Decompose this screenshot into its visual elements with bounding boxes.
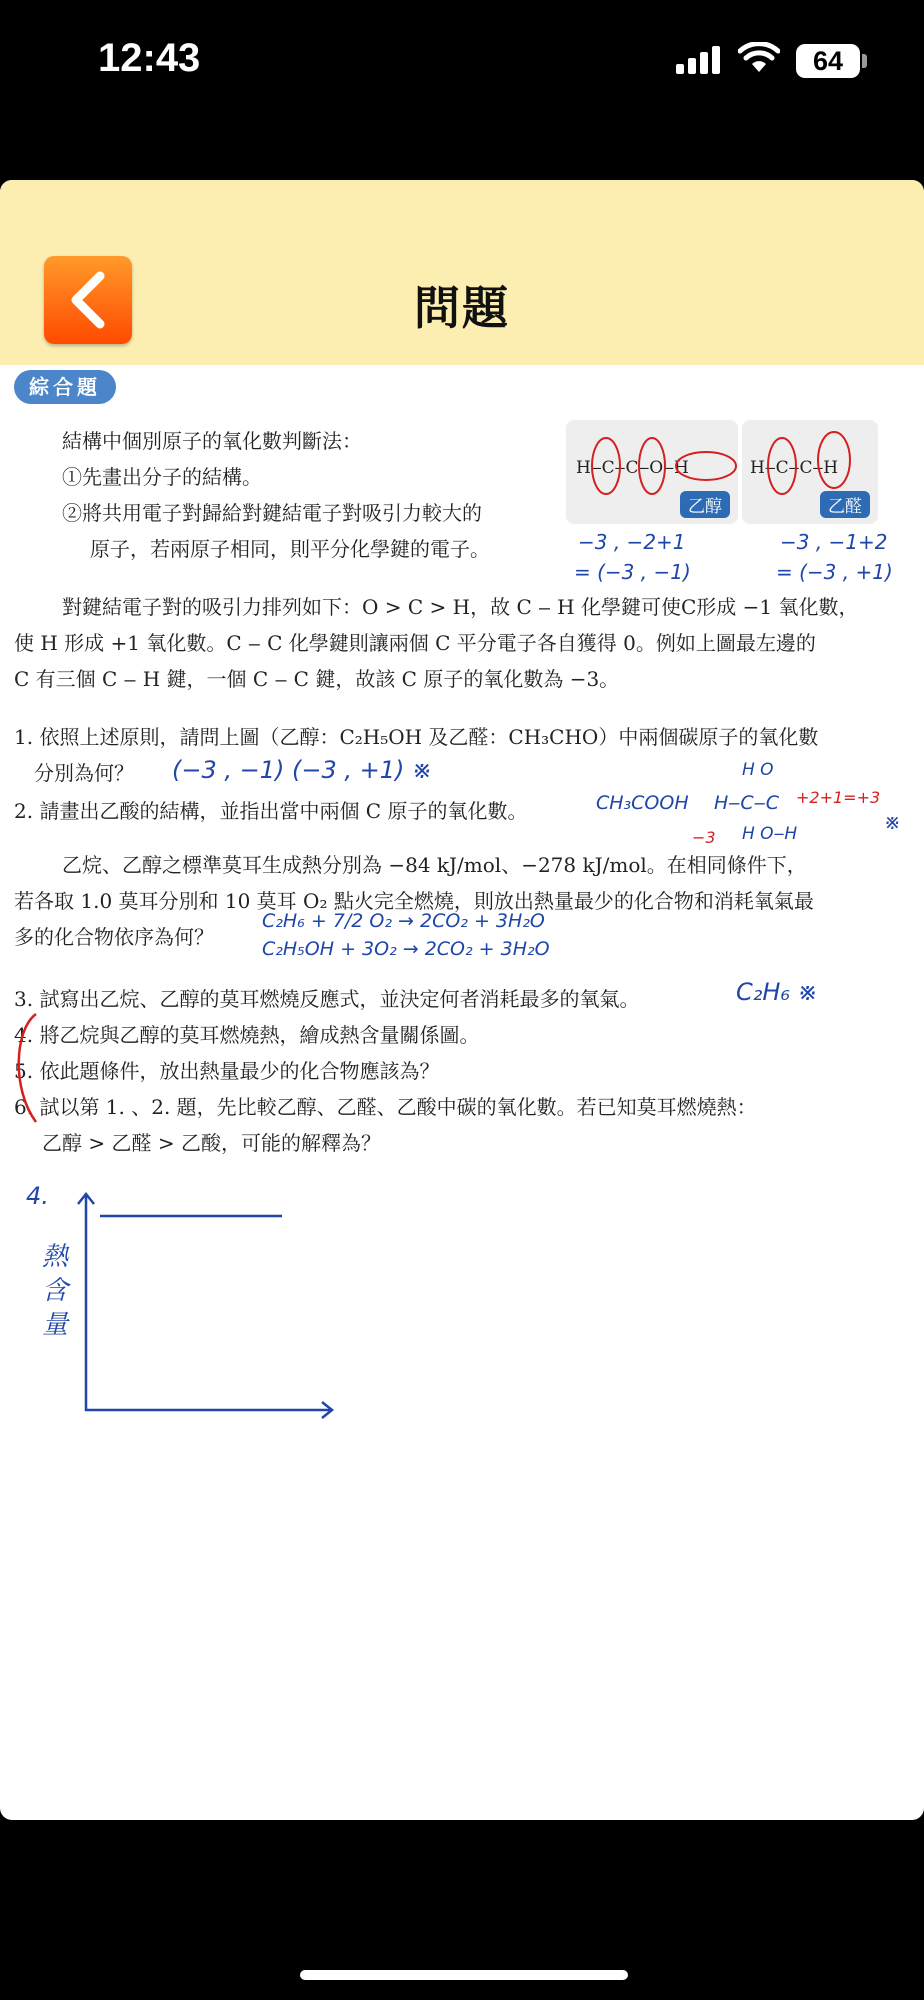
handwritten-acetic-top: H O bbox=[742, 760, 774, 780]
ethanal-badge: 乙醛 bbox=[820, 491, 870, 518]
intro-line-3: ②將共用電子對歸給對鍵結電子對吸引力較大的 bbox=[62, 501, 482, 525]
handwritten-reaction-2: C₂H₅OH + 3O₂ → 2CO₂ + 3H₂O bbox=[262, 938, 550, 960]
handwritten-energy-graph bbox=[70, 1190, 350, 1420]
question-1-line-2: 分別為何？ bbox=[34, 761, 134, 785]
wifi-icon bbox=[738, 42, 780, 74]
question-6-line-2: 乙醇 > 乙醛 > 乙酸，可能的解釋為？ bbox=[42, 1131, 381, 1155]
header-bar bbox=[0, 180, 924, 365]
ethanol-structure bbox=[566, 420, 738, 524]
handwritten-answer-1: (−3 , −1) (−3 , +1) ※ bbox=[172, 756, 433, 784]
question-2: 2. 請畫出乙酸的結構，並指出當中兩個 C 原子的氧化數。 bbox=[14, 799, 528, 823]
handwritten-acetic-mid: H‒C‒C bbox=[714, 792, 779, 814]
ethanal-formula: H‒C‒C‒H bbox=[750, 458, 839, 478]
handwritten-reaction-1: C₂H₆ + 7/2 O₂ → 2CO₂ + 3H₂O bbox=[262, 910, 545, 932]
paragraph1-line-1: 對鍵結電子對的吸引力排列如下：O > C > H，故 C ‒ H 化學鍵可使C形成 −1 氧化數， bbox=[62, 595, 859, 619]
question-4: 4. 將乙烷與乙醇的莫耳燃燒熱，繪成熱含量關係圖。 bbox=[14, 1023, 480, 1047]
handwritten-acetic-neg: −3 bbox=[692, 828, 716, 847]
question-page bbox=[0, 180, 924, 1820]
intro-line-2: ①先畫出分子的結構。 bbox=[62, 465, 262, 489]
question-6-line-1: 6. 試以第 1. 、2. 題，先比較乙醇、乙醛、乙酸中碳的氧化數。若已知莫耳燃燒熱： bbox=[14, 1095, 757, 1119]
category-badge: 綜合題 bbox=[14, 370, 116, 404]
question-5: 5. 依此題條件，放出熱量最少的化合物應該為？ bbox=[14, 1059, 440, 1083]
page-title: 問題 bbox=[414, 281, 510, 335]
paragraph2-line-1: 乙烷、乙醇之標準莫耳生成熱分別為 −84 kJ/mol、−278 kJ/mol。在相同條件下， bbox=[62, 853, 807, 877]
question-1-line-1: 1. 依照上述原則，請問上圖（乙醇：C₂H₅OH 及乙醛：CH₃CHO）中兩個碳原子的氧化數 bbox=[14, 725, 819, 749]
handwritten-graph-number: 4. bbox=[26, 1182, 49, 1210]
cellular-signal-icon bbox=[676, 46, 720, 74]
handwritten-bracket bbox=[4, 1010, 44, 1130]
ethanal-structure bbox=[742, 420, 878, 524]
handwritten-acetic-bot: H O‒H bbox=[742, 824, 798, 844]
paragraph1-line-3: C 有三個 C ‒ H 鍵，一個 C ‒ C 鍵，故該 C 原子的氧化數為 −3。 bbox=[14, 667, 620, 691]
handwritten-acetic-acid: CH₃COOH bbox=[596, 792, 689, 814]
handwritten-answer-3: C₂H₆ ※ bbox=[736, 978, 818, 1006]
handwritten-acetic-ox: +2+1=+3 bbox=[796, 788, 881, 807]
paragraph1-line-2: 使 H 形成 +1 氧化數。C ‒ C 化學鍵則讓兩個 C 平分電子各自獲得 0。例如上圖最左邊的 bbox=[14, 631, 816, 655]
intro-line-1: 結構中個別原子的氧化數判斷法： bbox=[62, 429, 362, 453]
battery-icon: 64 bbox=[796, 44, 860, 78]
handwritten-graph-ylabel: 熱含量 bbox=[42, 1242, 69, 1340]
paragraph2-line-2: 若各取 1.0 莫耳分別和 10 莫耳 O₂ 點火完全燃燒，則放出熱量最少的化合物和消耗氧氣最 bbox=[14, 889, 814, 913]
battery-tip bbox=[862, 54, 867, 68]
home-indicator[interactable] bbox=[300, 1970, 628, 1980]
handwritten-ethanol-ox-1: −3 , −2+1 bbox=[578, 530, 686, 554]
ethanol-badge: 乙醇 bbox=[680, 491, 730, 518]
ethanol-formula: H‒C‒C‒O‒H bbox=[576, 458, 689, 478]
handwritten-ethanol-ox-2: = (−3 , −1) bbox=[574, 560, 691, 584]
intro-line-4: 原子，若兩原子相同，則平分化學鍵的電子。 bbox=[90, 537, 490, 561]
question-3: 3. 試寫出乙烷、乙醇的莫耳燃燒反應式，並決定何者消耗最多的氧氣。 bbox=[14, 987, 640, 1011]
status-bar bbox=[0, 0, 924, 150]
paragraph2-line-3: 多的化合物依序為何？ bbox=[14, 925, 214, 949]
clock: 12:43 bbox=[98, 36, 201, 80]
handwritten-star: ※ bbox=[884, 810, 901, 834]
handwritten-ethanal-ox-1: −3 , −1+2 bbox=[780, 530, 888, 554]
handwritten-ethanal-ox-2: = (−3 , +1) bbox=[776, 560, 893, 584]
